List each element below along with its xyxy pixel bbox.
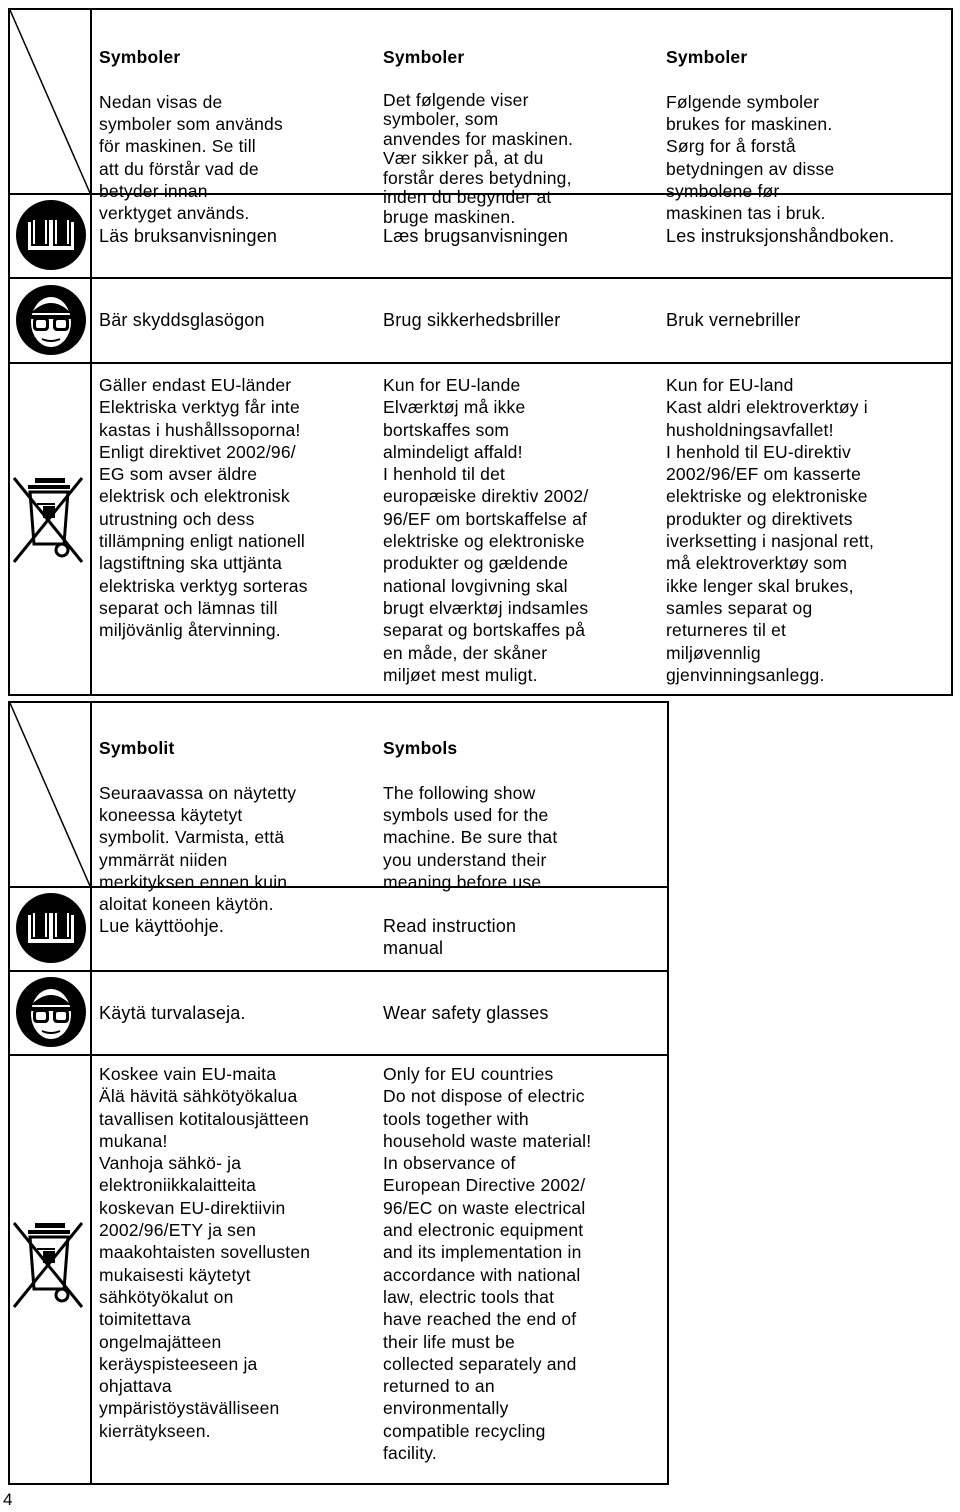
intro-norwegian-title: Symboler: [666, 47, 748, 68]
row-divider: [8, 277, 953, 279]
safety-glasses-english: Wear safety glasses: [383, 1003, 549, 1023]
weee-swedish: Gäller endast EU-länder Elektriska verktyg får inte kastas i hushållssoporna! Enligt direktivet 2002/96/ EG som avser äldre elektrisk och elektronisk utrustning och dess tillämpning enligt nationell lagstiftning ska uttjänta elektriska verktyg sorteras separat och lämnas till miljövänlig återvinning.: [99, 375, 308, 641]
intro-norwegian-text: Følgende symboler brukes for maskinen. Sørg for å forstå betydningen av disse symbolene før maskinen tas i bruk.: [666, 91, 835, 224]
safety-glasses-danish: Brug sikkerhedsbriller: [383, 310, 561, 330]
safety-glasses-finnish: Käytä turvalaseja.: [99, 1003, 246, 1023]
read-manual-english: Read instruction manual: [383, 916, 517, 958]
safety-glasses-icon: [14, 283, 88, 357]
read-manual-swedish: Läs bruksanvisningen: [99, 226, 278, 246]
intro-norwegian: [666, 24, 936, 247]
read-manual-danish: Læs brugsanvisningen: [383, 226, 569, 246]
safety-glasses-swedish: Bär skyddsglasögon: [99, 310, 265, 330]
weee-english: Only for EU countries Do not dispose of electric tools together with household waste material! In observance of European Directive 2002/ 96/EC on waste electrical and electronic equipment and its implementation in accordance with national law, electric tools that have reached the end of their life must be collected separately and returned to an environmentally compatible recycling facility.: [383, 1064, 592, 1464]
icon-column-divider: [90, 8, 92, 696]
intro-swedish-text: Nedan visas de symboler som används för maskinen. Se till att du förstår vad de betyder innan verktyget används.: [99, 91, 283, 224]
weee-danish: Kun for EU-lande Elværktøj må ikke bortskaffes som almindeligt affald! I henhold til det europæiske direktiv 2002/ 96/EF om bortskaffelse af elektriske og elektroniske produkter og gældende national lovgivning skal brugt elværktøj indsamles separat og bortskaffes på en måde, der skåner miljøet mest muligt.: [383, 375, 589, 685]
weee-finnish: Koskee vain EU-maita Älä hävitä sähkötyökalua tavallisen kotitalousjätteen mukana! Vanhoja sähkö- ja elektroniikkalaitteita koskevan EU-direktiivin 2002/96/ETY ja sen maakohtaisten sovellusten mukaisesti käytetyt sähkötyökalut on toimitettava ongelmajätteen keräyspisteeseen ja ohjattava ympäristöystävälliseen kierrätykseen.: [99, 1064, 311, 1441]
icon-column-divider: [90, 701, 92, 1485]
intro-english: [383, 715, 653, 916]
intro-swedish: [99, 24, 369, 247]
intro-finnish-text: Seuraavassa on näytetty koneessa käytetyt symbolit. Varmista, että ymmärrät niiden merkityksen ennen kuin aloitat koneen käytön.: [99, 782, 297, 915]
intro-finnish: [99, 715, 369, 938]
read-manual-icon: [14, 891, 88, 965]
read-manual-icon: [14, 198, 88, 272]
intro-english-title: Symbols: [383, 738, 458, 759]
read-manual-norwegian: Les instruksjonshåndboken.: [666, 226, 895, 246]
empty-cell-diagonal: [10, 703, 90, 886]
row-divider: [8, 970, 669, 972]
intro-finnish-title: Symbolit: [99, 738, 175, 759]
intro-danish-text: Det følgende viser symboler, som anvendes for maskinen. Vær sikker på, at du forstår deres betydning, inden du begynder at bruge maskinen.: [383, 89, 574, 227]
crossed-out-wheelie-bin-icon: [10, 460, 88, 570]
intro-danish: [383, 24, 653, 250]
weee-norwegian: Kun for EU-land Kast aldri elektroverktøy i husholdningsavfallet! I henhold til EU-direktiv 2002/96/EF om kasserte elektriske og elektroniske produkter og direktivets iverksetting i nasjonal rett, må elektroverktøy som ikke lenger skal brukes, samles separat og returneres til et miljøvennlig gjenvinningsanlegg.: [666, 375, 875, 685]
row-divider: [8, 362, 953, 364]
intro-english-text: The following show symbols used for the machine. Be sure that you understand their meaning before use.: [383, 782, 558, 893]
safety-glasses-norwegian: Bruk vernebriller: [666, 310, 801, 330]
intro-danish-title: Symboler: [383, 47, 465, 68]
safety-glasses-icon: [14, 975, 88, 1049]
crossed-out-wheelie-bin-icon: [10, 1205, 88, 1315]
page-number: 4: [3, 1490, 13, 1509]
row-divider: [8, 1054, 669, 1056]
read-manual-finnish: Lue käyttöohje.: [99, 916, 225, 936]
intro-swedish-title: Symboler: [99, 47, 181, 68]
empty-cell-diagonal: [10, 10, 90, 193]
